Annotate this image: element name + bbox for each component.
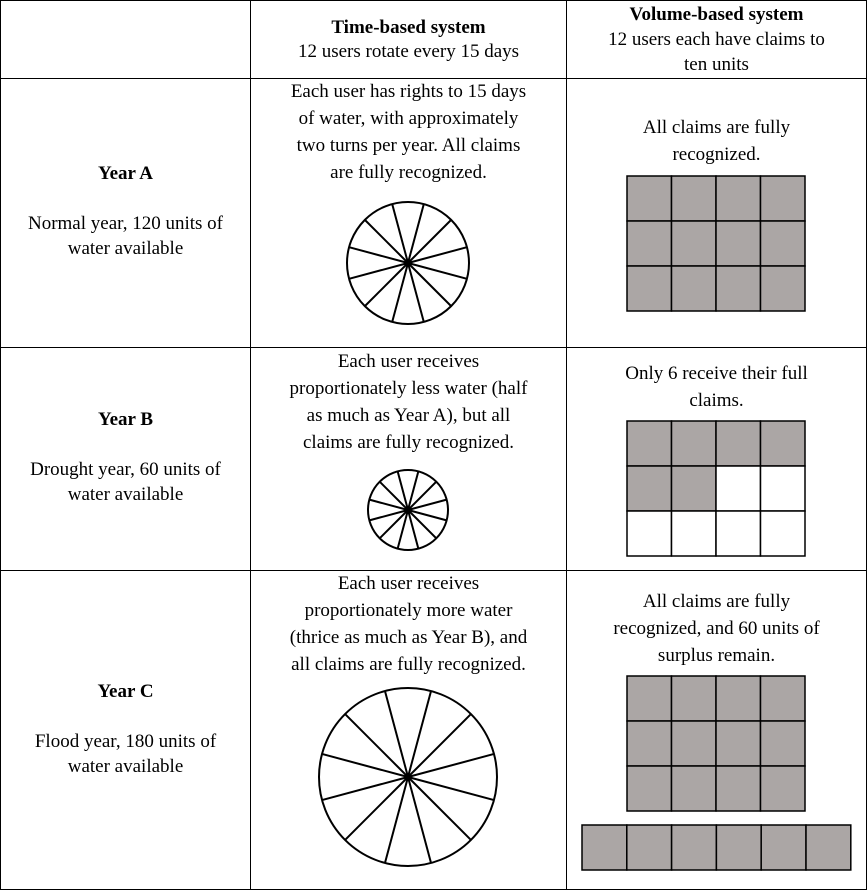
time-system-title: Time-based system <box>331 17 486 38</box>
year-c-surplus-bar <box>0 0 1 1</box>
claim-cell-filled <box>672 176 717 221</box>
year-c-time-line: (thrice as much as Year B), and <box>289 627 528 648</box>
claim-cell-empty <box>716 466 761 511</box>
year-c-volume-line: All claims are fully <box>642 591 791 612</box>
claim-cell-empty <box>761 466 806 511</box>
claim-cell-filled <box>716 176 761 221</box>
volume-system-subtitle-line2: ten units <box>684 54 749 75</box>
surplus-cell <box>761 825 806 870</box>
claim-cell-filled <box>627 466 672 511</box>
claim-cell-filled <box>627 676 672 721</box>
year-c-volume-text <box>567 588 866 669</box>
claim-cell-filled <box>627 766 672 811</box>
year-a-volume-text <box>567 114 866 168</box>
year-c-time-line: Each user receives <box>337 573 480 594</box>
year-a-desc-line2: water available <box>67 238 184 259</box>
year-a-time-line: Each user has rights to 15 days <box>290 81 527 102</box>
claim-cell-filled <box>716 221 761 266</box>
year-c-desc-line1: Flood year, 180 units of <box>34 731 217 752</box>
claim-cell-empty <box>716 511 761 556</box>
claim-cell-filled <box>627 266 672 311</box>
claim-cell-filled <box>716 421 761 466</box>
volume-system-title: Volume-based system <box>629 4 804 25</box>
year-b-time-line: as much as Year A), but all <box>306 405 511 426</box>
claim-cell-filled <box>761 766 806 811</box>
year-a-time-text <box>251 78 566 186</box>
claim-cell-filled <box>761 176 806 221</box>
year-b-volume-line: Only 6 receive their full <box>625 363 808 384</box>
year-b-time-line: claims are fully recognized. <box>302 432 514 453</box>
claim-cell-filled <box>716 266 761 311</box>
year-b-title: Year B <box>97 409 154 430</box>
volume-system-subtitle-line1: 12 users each have claims to <box>608 29 825 50</box>
surplus-cell <box>672 825 717 870</box>
header-volume-cell <box>567 2 866 77</box>
claim-cell-filled <box>716 766 761 811</box>
claim-cell-filled <box>672 221 717 266</box>
year-a-label-cell <box>1 161 250 261</box>
year-c-volume-line: surplus remain. <box>657 645 776 666</box>
year-a-time-line: two turns per year. All claims <box>296 135 521 156</box>
surplus-cell <box>582 825 627 870</box>
claim-cell-filled <box>672 466 717 511</box>
claim-cell-filled <box>627 221 672 266</box>
claim-cell-filled <box>761 676 806 721</box>
year-c-title: Year C <box>97 681 154 702</box>
claim-cell-filled <box>627 721 672 766</box>
year-a-volume-line: All claims are fully <box>642 117 791 138</box>
year-c-volume-line: recognized, and 60 units of <box>613 618 820 639</box>
year-a-time-line: of water, with approximately <box>298 108 519 129</box>
surplus-cell <box>627 825 672 870</box>
surplus-cell <box>806 825 851 870</box>
claim-cell-empty <box>627 511 672 556</box>
year-c-time-line: proportionately more water <box>304 600 513 621</box>
claim-cell-filled <box>627 176 672 221</box>
claim-cell-filled <box>672 721 717 766</box>
year-b-volume-line: claims. <box>689 390 744 411</box>
year-b-desc-line2: water available <box>67 484 184 505</box>
year-a-time-line: are fully recognized. <box>330 162 487 183</box>
claim-cell-filled <box>672 421 717 466</box>
claim-cell-filled <box>761 421 806 466</box>
header-time-cell <box>251 14 566 65</box>
claim-cell-filled <box>716 676 761 721</box>
surplus-cell <box>716 825 761 870</box>
claim-cell-filled <box>761 266 806 311</box>
year-b-label-cell <box>1 407 250 507</box>
year-a-volume-line: recognized. <box>672 144 761 165</box>
year-a-desc-line1: Normal year, 120 units of <box>27 213 223 234</box>
year-a-title: Year A <box>97 163 154 184</box>
claim-cell-filled <box>672 676 717 721</box>
claim-cell-filled <box>716 721 761 766</box>
year-c-time-line: all claims are fully recognized. <box>291 654 526 675</box>
year-b-volume-text <box>567 360 866 414</box>
claim-cell-filled <box>761 721 806 766</box>
time-system-subtitle: 12 users rotate every 15 days <box>297 41 520 62</box>
claim-cell-filled <box>672 766 717 811</box>
claim-cell-filled <box>761 221 806 266</box>
table-border-top <box>0 0 867 1</box>
year-b-desc-line1: Drought year, 60 units of <box>30 459 221 480</box>
year-c-label-cell <box>1 679 250 779</box>
year-c-time-text <box>251 570 566 678</box>
claim-cell-empty <box>672 511 717 556</box>
year-b-time-line: Each user receives <box>337 351 480 372</box>
year-c-desc-line2: water available <box>67 756 184 777</box>
year-b-time-line: proportionately less water (half <box>289 378 528 399</box>
year-b-time-text <box>251 348 566 456</box>
claim-cell-filled <box>627 421 672 466</box>
claim-cell-empty <box>761 511 806 556</box>
claim-cell-filled <box>672 266 717 311</box>
